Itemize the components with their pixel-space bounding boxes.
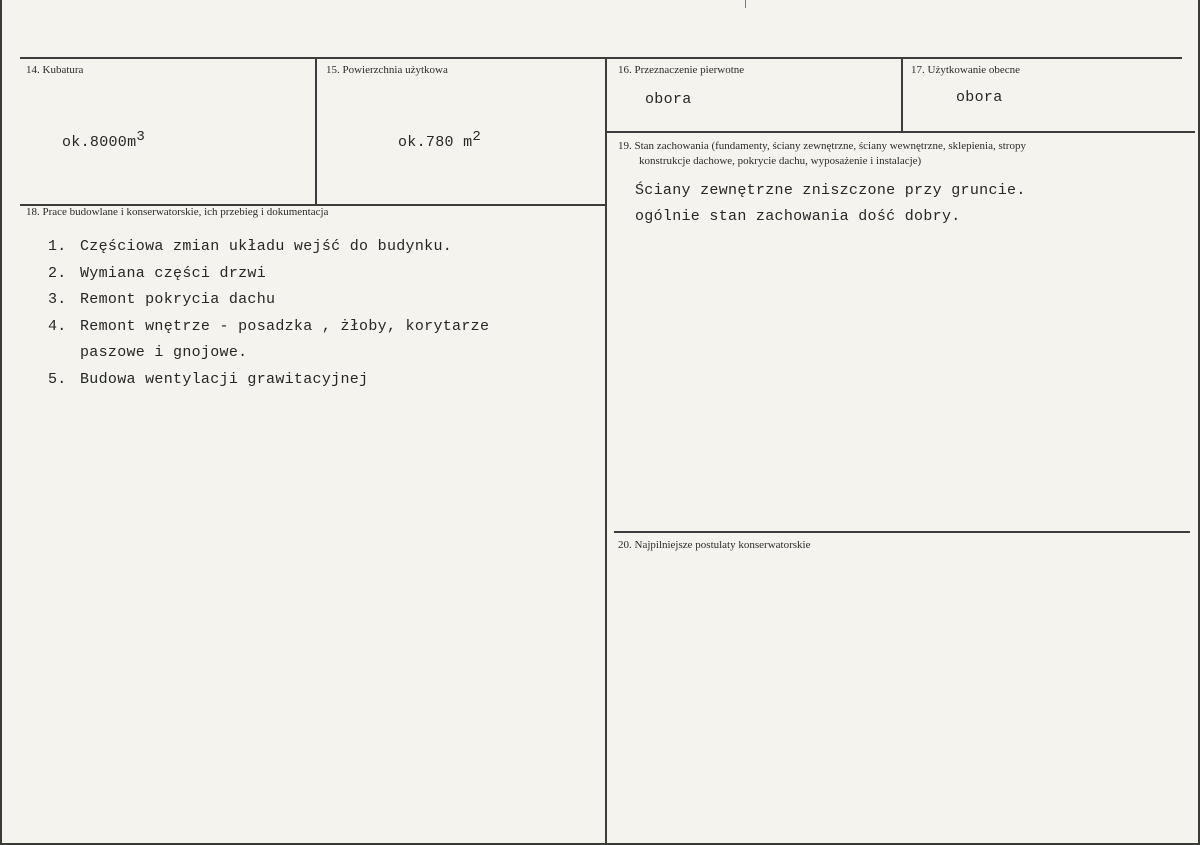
label-prace-budowlane: 18. Prace budowlane i konserwatorskie, ich przebieg i dokumentacja [26,206,329,218]
list-item-continuation [48,340,489,367]
label-stan-zachowania-line2: konstrukcje dachowe, pokrycie dachu, wyposażenie i instalacje) [639,155,922,167]
label-przeznaczenie: 16. Przeznaczenie pierwotne [618,64,745,76]
list-item-number: 5. [48,370,67,388]
list-item [48,261,489,288]
list-item [48,287,489,314]
rule-below-16-17 [607,131,1195,133]
list-item-text: Remont pokrycia dachu [80,291,276,308]
list-item-number: 1. [48,238,67,255]
list-item-text: Budowa wentylacji grawitacyjnej [80,370,369,388]
list-item-number: 2. [48,264,67,282]
list-item [48,234,489,261]
list-item-text: Remont wnętrze - posadzka , żłoby, korytarze [80,317,490,335]
value-powierzchnia [398,129,482,151]
list-item-number: 3. [48,291,67,308]
list-item-text: Częściowa zmian układu wejść do budynku. [80,238,453,255]
value-przeznaczenie: obora [645,91,692,108]
value-kubatura [62,129,146,151]
list-item-text: Wymiana części drzwi [80,264,267,282]
list-item-number: 4. [48,317,67,335]
kubatura-number: ok.8000m [62,134,137,151]
list-item [48,367,489,394]
rule-above-20 [614,531,1190,533]
label-postulaty: 20. Najpilniejsze postulaty konserwatorskie [618,539,811,551]
label-stan-zachowania-line1: 19. Stan zachowania (fundamenty, ściany zewnętrzne, ściany wewnętrzne, sklepienia, stropy [618,140,1026,152]
list-item-text: paszowe i gnojowe. [80,344,248,361]
stan-zachowania-line-2: ogólnie stan zachowania dość dobry. [635,208,961,225]
kubatura-unit-exponent: 3 [136,129,146,145]
label-powierzchnia: 15. Powierzchnia użytkowa [326,64,448,76]
top-rule [20,57,1182,59]
value-uzytkowanie: obora [956,89,1003,106]
powierzchnia-unit-exponent: 2 [472,129,482,145]
label-kubatura: 14. Kubatura [26,64,84,76]
powierzchnia-number: ok.780 m [398,134,473,151]
list-item [48,314,489,341]
divider-14-15 [315,59,317,204]
prace-list [48,234,489,393]
label-uzytkowanie: 17. Użytkowanie obecne [911,64,1021,76]
scan-mark [745,0,746,8]
center-divider [605,59,607,843]
divider-16-17 [901,59,903,131]
stan-zachowania-line-1: Ściany zewnętrzne zniszczone przy gruncie. [635,182,1026,199]
